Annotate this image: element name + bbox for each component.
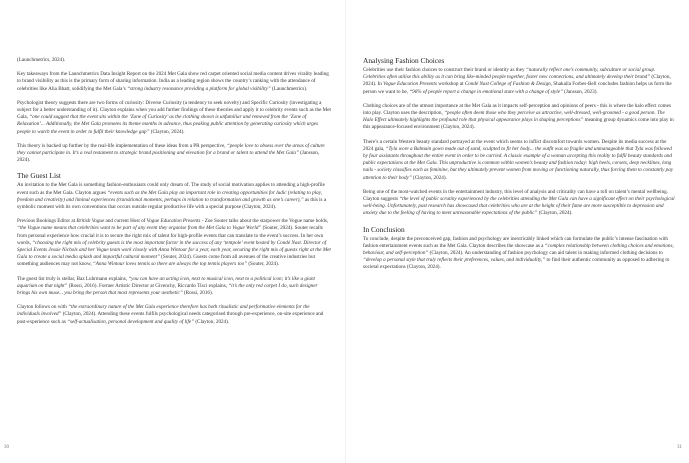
body-text: meaning group dynamics come into play in this appearance-focused environment (Clayton, 2024). [363,117,674,131]
body-text: (Jansson, 2024). [17,150,320,164]
body-text: (Rossi, 2016). Former Artistic Director at Givenchy, Riccardo Tisci explains, [67,282,229,289]
body-text: as this is a symbolic moment with its own conventions that occurs outside regular productive life with a special purpose (Clayton, 2024). [17,196,327,211]
body-text: (Clayton, 2024). Attending these events fulfils psychological needs categorised through pre-experience, on-site experience and post-experience such as [17,311,324,325]
body-text: (Clayton, 2024). [149,128,185,135]
body-text: (Clayton, 2024). [194,318,230,325]
quote-text: “develop a personal style that truly reflects their preferences, values, and individuality,” [363,257,546,264]
right-page [345,0,689,463]
body-text: Being one of the most-watched events in the entertainment industry, this level of analysis and criticality can have a toll on talent’s mental wellbeing. Clayton suggests [363,188,669,203]
quote-text: “one could suggest that the event sits within the ‘Zone of Curiosity’ as the clothing shown is unfamiliar and removed from the ‘Zone of Relaxation’... Additionally, the Met Gala promotes its theme months in advance, thus peaking public attention by generating curiosity which urges people to watch the event in order to fulfil their knowledge gap” [17,114,319,135]
quote-text: “strong industry resonance providing a platform for global visibility” [127,85,271,92]
quote-text: Vogue Education Presents [383,81,437,88]
quote-text: “the Vogue name means that celebrities want to be part of any event they organise from the Met Gala to Vogue World” [17,225,262,232]
quote-text: “Tyla wore a Balmain gown made out of sand, sculpted to fit her body... the outfit was so fragile and unmanageable that Tyla was followed by four assistants throughout the entire event in order to be carried. A classic example of a woman accepting this reality to fulfil beauty standards and public expectations at the Met Gala. This unproductive is common within women’s beauty and fashion today: high heels, corsets, deep necklines, long nails - society classifies each as feminine, but they ultimately prevent women from moving or functioning naturally, thus forcing them to constantly pay attention to their body” [363,145,674,181]
left-body-top [17,57,331,164]
body-text: (Souter, 2024). [247,261,280,268]
paragraph [17,304,331,326]
body-text: (Rossi, 2016). [182,290,213,297]
left-column [17,57,331,326]
paragraph [17,218,331,268]
quote-text: “the extraordinary nature of the Met Gala experience therefore has both ritualistic and performative elements for the individuals involved” [17,304,310,318]
paragraph [363,236,675,272]
body-text: Previous Bookings Editor at [17,218,77,225]
right-body-conclusion [363,236,675,272]
left-body-guest-list [17,182,331,325]
paragraph [17,182,331,211]
body-text: Clothing choices are of the utmost importance at the Met Gala as it impacts self-perception and opinions of peers - this is where the halo effect comes into play. Clayton uses the description, [363,102,671,117]
body-text: The guest list truly is stellar, Baz Luhrmann explains, [17,275,129,282]
body-text: To conclude, despite the preconceived gap, fashion and psychology are inextricably linked which can formulate the public’s intense fascination with fashion entertainment events such as the Met Gala. Clayton describes the showcase as a [363,235,668,249]
body-text: (Clayton, 2024). An understanding of fashion psychology can aid talent in making informed clothing decisions to [428,250,663,257]
body-text: (Launchmetrics). [270,85,308,92]
quote-text: “naturally reflect one’s community, subculture or social group. Celebrities often utilise this ability as it can bring like-minded people together, foster new connections, and ultimately develop their brand” [363,67,656,81]
quote-text: Condé Nast College of Fashion & Design [464,81,551,88]
page-number-right: 31 [677,445,682,450]
body-text: Key takeaways from the Launchmetrics Data Insight Report on the 2024 Met Gala show red carpet oriented social media content drives virality leading to brand visibility as this is the primary form of sharing information. India as a leading region shows the country’s ranking with the attendance of celebrities like Alia Bhatt, solidifying the Met Gala’s [17,71,329,92]
quote-text: “choosing the right mix of celebrity guests is the most important factor in the success of any ‘tentpole’ event hosted by Condé Nast. Director of Special Events Jessie Nichols and her Vogue team work closely with Anna Wintour for a year, each year, securing the right mix of guests right at the Met Gala to create a social media splash and impactful cultural moment” [17,239,331,261]
heading-in-conclusion: In Conclusion [363,224,405,234]
paragraph [17,100,331,136]
quote-text: “self-actualisation, personal development and quality of life” [67,318,195,325]
quote-text: “Anna Wintour loves tennis so there are always the top tennis players too” [92,261,248,268]
body-text: Celebrities use their fashion choices to construct their brand or identity as they [363,67,526,73]
body-text: Psychologist theory suggests there are two forms of curiosity: Diverse Curiosity (a tendency to seek novelty) and Specific Curiosity (investigating a subject for a better understanding of it). Clayton explains when you add further findings of these theories and apply it to celebrity events such as the Met Gala, [17,99,331,121]
body-text: Clayton follows on with [17,304,69,311]
body-text: , Shakaila Forbes-Bell concludes fashion helps us form the person we want to be, [363,81,672,95]
right-body-analysing [363,67,675,218]
body-text: (Jansson, 2023). [562,88,598,95]
body-text: (Clayton, 2024). In [363,74,671,88]
heading-analysing-fashion: Analysing Fashion Choices [363,56,445,65]
page-number-left: 30 [4,445,9,450]
body-text: and current Host of [104,218,147,225]
quote-text: “96% of people report a change in emotional state with a change of style” [409,88,563,95]
body-text: (Clayton, 2024). [537,210,573,217]
body-text: This theory is backed up further by the real-life implementation of these ideas from a PR perspective, [17,142,227,149]
paragraph [363,139,675,182]
paragraph [363,189,675,218]
quote-text: “you can have an acting icon, next to musical icon, next to a political icon; it’s like a giant aquarium on that night” [17,275,315,289]
quote-text: “people love to obsess over the areas of culture they cannot participate in. It’s a real testament to strategic brand positioning and elevation for a brand or talent to attend the Met Gala” [17,142,325,157]
right-column [363,56,675,272]
body-text: An invitation to the Met Gala is something fashion-enthusiasts could only dream of. The study of social motivation applies to attending a high-profile event such as the Met Gala. Clayton argues [17,182,325,196]
quote-text: “people often deem those who they perceive as attractive, well-dressed, well-groomed - a good person. The Halo Effect ultimately highlights the profound role that physical appearance plays in shaping perceptions” [363,110,665,124]
left-page [0,0,344,463]
paragraph [17,276,331,298]
quote-text: “it’s the only red carpet I do, such designer brings his own muse... you bring the person that most represents your aesthetic” [17,282,318,297]
paragraph [17,143,331,165]
quote-text: “complex relationship between clothing choices and emotions, behaviour, and self-perception” [363,242,674,257]
paragraph [17,71,331,93]
body-text: (Souter, 2024). Souter recalls from personal experience how crucial it is to secure the right mix of talent for high-profile events that can translate to the event’s success. In her own words, [17,225,324,246]
quote-text: Vogue Education Presents [146,218,201,225]
paragraph [363,67,675,96]
body-text: - Zoe Souter talks about the starpower the Vogue name holds, [200,218,329,225]
paragraph [363,103,675,132]
body-text: (Souter, 2024). Guests come from all avenues of the creative industries but something audiences may not know, [17,254,316,268]
quote-text: British Vogue [76,218,105,225]
body-text: to find their authentic community as opposed to adhering to societal expectations (Clayton, 2024). [363,257,670,271]
body-text: workshop at [436,81,465,88]
heading-guest-list: The Guest List [17,171,61,181]
quote-text: “the level of public scrutiny experienced by the celebrities attending the Met Gala can have a significant effect on their psychological well-being. Unfortunately, past research has showcased that celebrities who are at the height of their fame are more susceptible to depression and anxiety due to the feeling of having to meet unreasonable expectations of the public” [363,196,675,217]
body-text: (Clayton, 2024). [411,174,447,181]
body-text: (Launchmetrics, 2024). [17,57,66,63]
body-text: There’s a certain Western beauty standard portrayed at the event which seems to inflict discomfort towards women. Despite its media success at the 2024 gala, [363,138,667,152]
paragraph [17,57,331,64]
quote-text: “events such as the Met Gala play an important role in creating opportunities for ludic (relating to play, freedom and creativity) and liminal experiences (transitional moments, perhaps in relation to transformation and growth as one’s career),” [17,189,323,203]
